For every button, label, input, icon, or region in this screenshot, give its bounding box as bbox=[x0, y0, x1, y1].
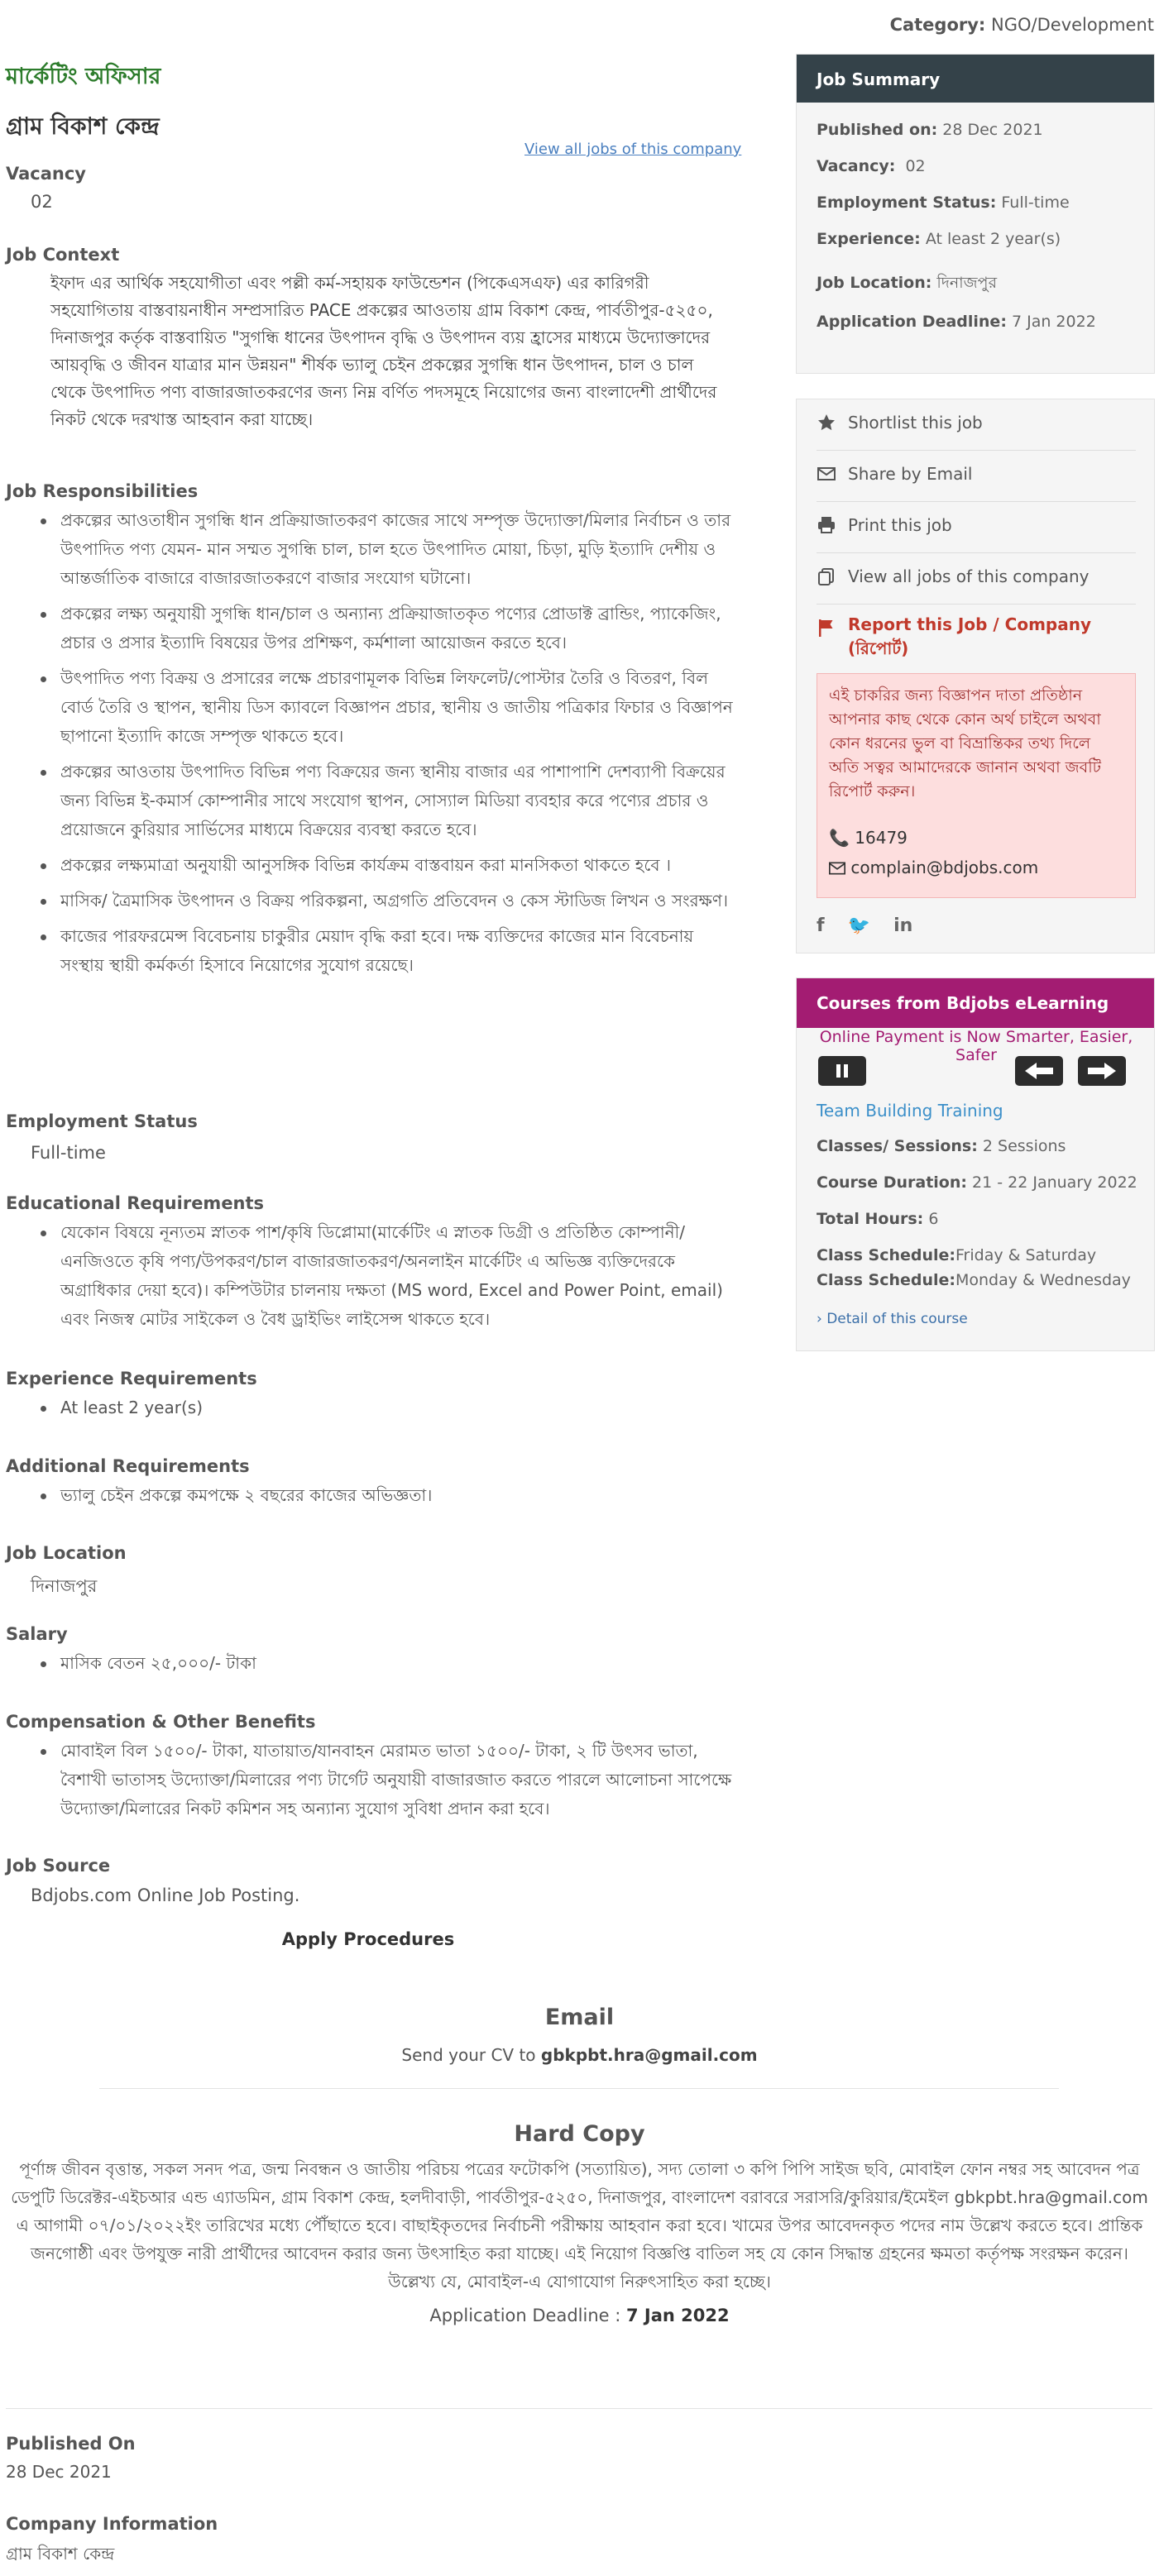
envelope-icon bbox=[829, 862, 845, 875]
next-button[interactable] bbox=[1078, 1056, 1126, 1086]
responsibilities-heading: Job Responsibilities bbox=[6, 481, 199, 501]
source-heading: Job Source bbox=[6, 1856, 111, 1876]
published-section bbox=[6, 2434, 136, 2482]
context-text: ইফাদ এর আর্থিক সহযোগীতা এবং পল্লী কর্ম-সহায়ক ফাউন্ডেশন (পিকেএসএফ) এর কারিগরী সহযোগিতায় বাস্তবায়নাধীন সম্প্রসারিত PACE প্রকল্পের আওতায় গ্রাম বিকাশ কেন্দ্র, পার্বতীপুর-৫২৫০, দিনাজপুর কর্তৃক বাস্তবায়িত "সুগন্ধি ধানের উৎপাদন বৃদ্ধি ও উৎপাদন ব্যয় হ্রাসের মাধ্যমে উদ্যোক্তাদের আয়বৃদ্ধি ও জীবন যাত্রার মান উন্নয়ন" শীর্ষক ভ্যালু চেইন প্রকল্পের সুগন্ধি ধান উৎপাদন, চাল ও চাল থেকে উৎপাদিত পণ্য বাজারজাতকরণের জন্য নিম্ন বর্ণিত পদসমূহে নিয়োগের জন্য বাংলাদেশী প্রার্থীদের নিকট থেকে দরখাস্ত আহবান করা যাচ্ছে। bbox=[50, 273, 717, 429]
course-title[interactable]: Team Building Training bbox=[817, 1101, 1003, 1121]
published-heading: Published On bbox=[6, 2434, 136, 2454]
course-schedule-1: Class Schedule:Friday & Saturday bbox=[817, 1246, 1097, 1264]
employment-value: Full-time bbox=[31, 1143, 106, 1163]
warning-box bbox=[817, 673, 1136, 898]
list-item: মাসিক/ ত্রৈমাসিক উৎপাদন ও বিক্রয় পরিকল্পনা, অগ্রগতি প্রতিবেদন ও কেস স্টাডিজ লিখন ও সংরক্ষণ। bbox=[36, 887, 734, 915]
copy-icon bbox=[817, 566, 836, 586]
vacancy-value: 02 bbox=[31, 192, 53, 212]
course-duration: Course Duration: 21 - 22 January 2022 bbox=[817, 1173, 1137, 1192]
course-hours: Total Hours: 6 bbox=[817, 1210, 939, 1228]
print-label: Print this job bbox=[848, 515, 952, 535]
additional-section bbox=[6, 1456, 742, 1517]
deadline-label: Application Deadline : bbox=[429, 2306, 621, 2325]
compensation-section bbox=[6, 1712, 742, 1830]
divider bbox=[99, 2088, 1059, 2089]
divider bbox=[6, 2408, 1152, 2409]
hardcopy-text: পূর্ণাঙ্গ জীবন বৃত্তান্ত, সকল সনদ পত্র, জন্ম নিবন্ধন ও জাতীয় পরিচয় পত্রের ফটোকপি (সত্যায়িত), সদ্য তোলা ৩ কপি পিপি সাইজ ছবি, মোবাইল ফোন নম্বর সহ আবেদন পত্র ডেপুটি ডিরেক্টর-এইচআর এন্ড এ্যাডমিন, গ্রাম বিকাশ কেন্দ্র, হলদীবাড়ী, পার্বতীপুর-৫২৫০, দিনাজপুর, বাংলাদেশ বরাবরে সরাসরি/কুরিয়ার/ইমেইল gbkpbt.hra@gmail.com এ আগামী ০৭/০১/২০২২ইং তারিখের মধ্যে পৌঁছাতে হবে। বাছাইকৃতদের নির্বাচনী পরীক্ষায় আহবান করা হবে। খামের উপর আবেদনকৃত পদের নাম উল্লেখ করতে হবে। প্রান্তিক জনগোষ্ঠী এবং উপযুক্ত নারী প্রার্থীদের আবেদন করার জন্য উৎসাহিত করা যাচ্ছে। এই নিয়োগ বিজ্ঞপ্তি বাতিল সহ যে কোন সিদ্ধান্ত গ্রহনের ক্ষমতা কর্তৃপক্ষ সংরক্ষন করেন। উল্লেখ্য যে, মোবাইল-এ যোগাযোগ নিরুৎসাহিত করা হচ্ছে। bbox=[11, 2159, 1148, 2292]
courses-card bbox=[796, 977, 1155, 1351]
phone-icon: 📞 bbox=[829, 828, 850, 848]
arrow-left-icon bbox=[1015, 1056, 1063, 1086]
pause-button[interactable] bbox=[818, 1056, 866, 1086]
source-section bbox=[6, 1856, 742, 1905]
summary-deadline: Application Deadline: 7 Jan 2022 bbox=[817, 313, 1096, 331]
warning-text: এই চাকরির জন্য বিজ্ঞাপন দাতা প্রতিষ্ঠান আপনার কাছ থেকে কোন অর্থ চাইলে অথবা কোন ধরনের ভুল বা বিভ্রান্তিকর তথ্য দিলে অতি সত্বর আমাদেরকে জানান অথবা জবটি রিপোর্ট করুন। bbox=[829, 686, 1101, 801]
view-all-label: View all jobs of this company bbox=[848, 566, 1090, 586]
list-item: প্রকল্পের লক্ষ্য অনুযায়ী সুগন্ধি ধান/চাল ও অন্যান্য প্রক্রিয়াজাতকৃত পণ্যের প্রোডাক্ট ব্রান্ডিং, প্যাকেজিং, প্রচার ও প্রসার ইত্যাদি বিষয়ের উপর প্রশিক্ষণ, কর্মশালা আয়োজন করতে হবে। bbox=[36, 600, 734, 657]
responsibilities-section bbox=[6, 481, 742, 987]
company-name: গ্রাম বিকাশ কেন্দ্র bbox=[6, 112, 160, 140]
shortlist-label: Shortlist this job bbox=[848, 413, 983, 433]
summary-vacancy: Vacancy: 02 bbox=[817, 157, 926, 175]
list-item: ভ্যালু চেইন প্রকল্পে কমপক্ষে ২ বছরের কাজের অভিজ্ঞতা। bbox=[36, 1481, 742, 1510]
email-instructions bbox=[0, 2045, 1159, 2065]
employment-heading: Employment Status bbox=[6, 1111, 198, 1131]
chevron-right-icon: › bbox=[817, 1311, 827, 1327]
education-section bbox=[6, 1193, 742, 1341]
additional-list bbox=[6, 1481, 742, 1510]
print-button[interactable] bbox=[817, 502, 1136, 553]
list-item: কাজের পারফরমেন্স বিবেচনায় চাকুরীর মেয়াদ বৃদ্ধি করা হবে। দক্ষ ব্যক্তিদের কাজের মান বিবেচনায় সংস্থায় স্থায়ী কর্মকর্তা হিসাবে নিয়োগের সুযোগ রয়েছে। bbox=[36, 922, 734, 980]
context-heading: Job Context bbox=[6, 245, 120, 265]
printer-icon bbox=[817, 515, 836, 535]
category-label: Category: bbox=[889, 15, 986, 35]
context-section bbox=[6, 245, 742, 433]
education-list bbox=[6, 1218, 742, 1334]
company-info-section bbox=[6, 2514, 218, 2569]
job-summary-heading: Job Summary bbox=[797, 55, 1154, 103]
summary-published: Published on: 28 Dec 2021 bbox=[817, 121, 1043, 139]
facebook-icon[interactable]: f bbox=[817, 915, 825, 936]
experience-list bbox=[6, 1393, 742, 1422]
prev-button[interactable] bbox=[1015, 1056, 1063, 1086]
summary-location: Job Location: দিনাজপুর bbox=[817, 274, 998, 292]
experience-heading: Experience Requirements bbox=[6, 1369, 257, 1388]
twitter-icon[interactable]: 🐦 bbox=[847, 915, 871, 936]
envelope-icon bbox=[817, 464, 836, 484]
location-section bbox=[6, 1543, 742, 1602]
published-value: 28 Dec 2021 bbox=[6, 2462, 112, 2482]
job-actions-card bbox=[796, 399, 1155, 953]
category-value: NGO/Development bbox=[991, 15, 1154, 35]
apply-heading: Apply Procedures bbox=[281, 1929, 455, 1949]
list-item: উৎপাদিত পণ্য বিক্রয় ও প্রসারের লক্ষে প্রচারণামূলক বিভিন্ন লিফলেট/পোস্টার তৈরি ও বিতরণ, বিল বোর্ড তৈরি ও স্থাপন, স্থানীয় ডিস ক্যাবলে বিজ্ঞাপন প্রচার, স্থানীয় ও জাতীয় পত্রিকার ফিচার ও বিজ্ঞাপন ছাপানো ইত্যাদি কাজে সম্পৃক্ত থাকতে হবে। bbox=[36, 664, 734, 751]
job-title: মার্কেটিং অফিসার bbox=[6, 64, 161, 89]
phone-number: 16479 bbox=[855, 828, 908, 848]
phone-line bbox=[829, 826, 908, 850]
course-detail-link[interactable]: › Detail of this course bbox=[817, 1311, 968, 1327]
apply-email-address[interactable]: gbkpbt.hra@gmail.com bbox=[540, 2045, 758, 2065]
social-share bbox=[817, 915, 931, 936]
complain-line bbox=[829, 856, 1038, 880]
report-label: Report this Job / Company (রিপোর্ট) bbox=[848, 614, 1092, 658]
list-item: মোবাইল বিল ১৫০০/- টাকা, যাতায়াত/যানবাহন মেরামত ভাতা ১৫০০/- টাকা, ২ টি উৎসব ভাতা, বৈশাখী ভাতাসহ উদ্যোক্তা/মিলারের পণ্য টার্গেট অনুযায়ী বাজারজাত করতে পারলে আলোচনা সাপেক্ষে উদ্যোক্তা/মিলারের নিকট কমিশন সহ অন্যান্য সুযোগ সুবিধা প্রদান করা হবে। bbox=[36, 1737, 734, 1823]
salary-list bbox=[6, 1649, 742, 1678]
employment-section bbox=[6, 1111, 742, 1163]
shortlist-button[interactable] bbox=[817, 399, 1136, 451]
promo-text: Online Payment is Now Smarter, Easier, Safer bbox=[819, 1028, 1133, 1064]
share-label: Share by Email bbox=[848, 464, 973, 484]
course-schedule-2: Class Schedule:Monday & Wednesday bbox=[817, 1271, 1131, 1289]
star-icon bbox=[817, 413, 836, 433]
hardcopy-heading: Hard Copy bbox=[514, 2121, 645, 2147]
linkedin-icon[interactable]: in bbox=[893, 915, 913, 936]
compensation-heading: Compensation & Other Benefits bbox=[6, 1712, 316, 1732]
summary-employment: Employment Status: Full-time bbox=[817, 194, 1070, 212]
list-item: প্রকল্পের আওতায় উৎপাদিত বিভিন্ন পণ্য বিক্রয়ের জন্য স্থানীয় বাজার এর পাশাপাশি দেশব্যাপী বিক্রয়ের জন্য বিভিন্ন ই-কমার্স কোম্পানীর সাথে সংযোগ স্থাপন, সোস্যাল মিডিয়া ব্যবহার করে পণ্যের প্রচার ও প্রয়োজনে কুরিয়ার সার্ভিসের মাধ্যমে বিক্রয়ের ব্যবস্থা করতে হবে। bbox=[36, 758, 734, 844]
complain-email[interactable]: complain@bdjobs.com bbox=[850, 858, 1039, 877]
summary-experience: Experience: At least 2 year(s) bbox=[817, 230, 1061, 248]
source-value: Bdjobs.com Online Job Posting. bbox=[31, 1885, 300, 1905]
vacancy-heading: Vacancy bbox=[6, 164, 86, 184]
location-value: দিনাজপুর bbox=[31, 1576, 98, 1596]
deadline-value: 7 Jan 2022 bbox=[626, 2306, 730, 2325]
salary-heading: Salary bbox=[6, 1624, 68, 1644]
list-item: প্রকল্পের লক্ষ্যমাত্রা অনুযায়ী আনুসঙ্গিক বিভিন্ন কার্যক্রম বাস্তবায়ন করা মানসিকতা থাকতে হবে । bbox=[36, 851, 734, 880]
course-sessions: Classes/ Sessions: 2 Sessions bbox=[817, 1137, 1066, 1155]
list-item: প্রকল্পের আওতাধীন সুগন্ধি ধান প্রক্রিয়াজাতকরণ কাজের সাথে সম্পৃক্ত উদ্যোক্তা/মিলার নির্বাচন ও তার উৎপাদিত পণ্য যেমন- মান সম্মত সুগন্ধি চাল, চাল হতে উৎপাদিত মোয়া, চিড়া, মুড়ি ইত্যাদি দেশীয় ও আন্তর্জাতিক বাজারে বাজারজাতকরণে বাজার সংযোগ ঘটানো। bbox=[36, 506, 734, 593]
list-item: মাসিক বেতন ২৫,০০০/- টাকা bbox=[36, 1649, 742, 1678]
arrow-right-icon bbox=[1078, 1056, 1126, 1086]
company-info-heading: Company Information bbox=[6, 2514, 218, 2534]
experience-section bbox=[6, 1369, 742, 1429]
email-heading: Email bbox=[544, 2005, 615, 2030]
job-summary-card bbox=[796, 54, 1155, 374]
share-email-button[interactable] bbox=[817, 451, 1136, 502]
job-details bbox=[6, 60, 742, 147]
list-item: যেকোন বিষয়ে নূন্যতম স্নাতক পাশ/কৃষি ডিপ্লোমা(মার্কেটিং এ স্নাতক ডিগ্রী ও প্রতিষ্ঠিত কোম্পানী/এনজিওতে কৃষি পণ্য/উপকরণ/চাল বাজারজাতকরণ/অনলাইন মার্কেটিং এ অভিজ্ঞ ব্যক্তিদেরকে অগ্রাধিকার দেয়া হবে)। কম্পিউটার চালনায় দক্ষতা (MS word, Excel and Power Point, email) এবং নিজস্ব মোটর সাইকেল ও বৈধ ড্রাইভিং লাইসেন্স থাকতে হবে। bbox=[36, 1218, 734, 1334]
pause-icon bbox=[818, 1056, 866, 1086]
flag-icon bbox=[817, 618, 836, 638]
application-deadline bbox=[0, 2306, 1159, 2325]
view-all-jobs-link[interactable]: View all jobs of this company bbox=[524, 141, 742, 158]
additional-heading: Additional Requirements bbox=[6, 1456, 250, 1476]
list-item: At least 2 year(s) bbox=[36, 1393, 742, 1422]
responsibilities-list bbox=[6, 506, 742, 980]
vacancy-section bbox=[6, 164, 742, 212]
report-button[interactable] bbox=[817, 605, 1136, 667]
location-heading: Job Location bbox=[6, 1543, 127, 1563]
category-line bbox=[890, 15, 1154, 35]
company-info-value: গ্রাম বিকাশ কেন্দ্র bbox=[6, 2544, 115, 2564]
view-all-jobs-button[interactable] bbox=[817, 553, 1136, 605]
compensation-list bbox=[6, 1737, 742, 1823]
courses-heading: Courses from Bdjobs eLearning bbox=[797, 978, 1154, 1028]
salary-section bbox=[6, 1624, 742, 1685]
education-heading: Educational Requirements bbox=[6, 1193, 265, 1213]
email-prefix: Send your CV to bbox=[401, 2045, 536, 2065]
